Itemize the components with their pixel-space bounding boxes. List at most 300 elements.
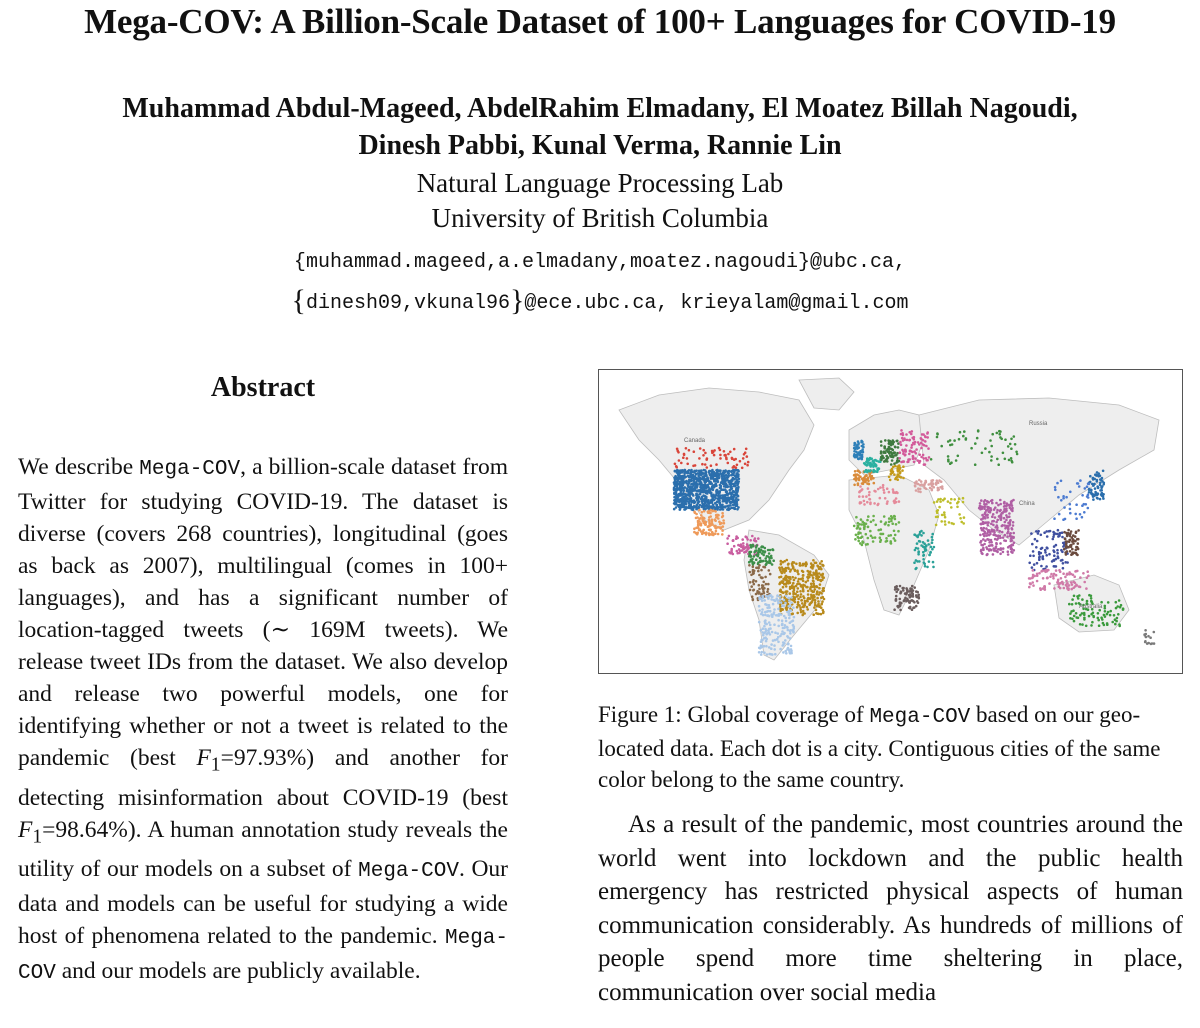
city-dot: [915, 489, 918, 492]
city-dot: [887, 534, 890, 537]
city-dot: [707, 479, 710, 482]
city-dot: [920, 438, 923, 441]
city-dot: [750, 546, 753, 549]
city-dot: [857, 522, 860, 525]
city-dot: [953, 498, 956, 501]
city-dot: [816, 597, 819, 600]
city-dot: [913, 450, 916, 453]
city-dot: [1071, 583, 1074, 586]
city-dot: [1036, 574, 1039, 577]
city-dot: [815, 571, 818, 574]
city-dot: [1086, 570, 1089, 573]
city-dot: [1085, 625, 1088, 628]
city-dot: [773, 623, 776, 626]
city-dot: [1094, 487, 1097, 490]
city-dot: [684, 470, 687, 473]
city-dot: [894, 446, 897, 449]
city-dot: [900, 433, 903, 436]
city-dot: [813, 606, 816, 609]
city-dot: [712, 477, 715, 480]
city-dot: [724, 488, 727, 491]
city-dot: [922, 454, 925, 457]
city-dot: [799, 596, 802, 599]
city-dot: [880, 539, 883, 542]
paper-title: Mega-COV: A Billion-Scale Dataset of 100+ Languages for COVID-19: [84, 2, 1116, 41]
city-dot: [1035, 530, 1038, 533]
email-users-2: dinesh09,vkunal96: [305, 292, 510, 315]
city-dot: [859, 454, 862, 457]
city-dot: [994, 534, 997, 537]
city-dot: [719, 449, 722, 452]
city-dot: [777, 599, 780, 602]
city-dot: [737, 475, 740, 478]
city-dot: [1109, 610, 1112, 613]
city-dot: [699, 493, 702, 496]
city-dot: [857, 443, 860, 446]
city-dot: [877, 529, 880, 532]
city-dot: [815, 612, 818, 615]
city-dot: [716, 470, 719, 473]
city-dot: [995, 542, 998, 545]
city-dot: [1012, 524, 1015, 527]
email-line-1: {muhammad.mageed,a.elmadany,moatez.nagoudi}@ubc.ca,: [293, 251, 907, 274]
city-dot: [708, 487, 711, 490]
city-dot: [1075, 503, 1078, 506]
city-dot: [1041, 556, 1044, 559]
city-dot: [862, 443, 865, 446]
city-dot: [1068, 573, 1071, 576]
city-dot: [917, 547, 920, 550]
city-dot: [779, 595, 782, 598]
city-dot: [694, 501, 697, 504]
city-dot: [1077, 617, 1080, 620]
city-dot: [730, 488, 733, 491]
city-dot: [861, 488, 864, 491]
city-dot: [766, 610, 769, 613]
city-dot: [1074, 540, 1077, 543]
city-dot: [986, 514, 989, 517]
city-dot: [1069, 532, 1072, 535]
city-dot: [810, 590, 813, 593]
city-dot: [1010, 508, 1013, 511]
city-dot: [758, 574, 761, 577]
city-dot: [920, 544, 923, 547]
authors-line-2: Dinesh Pabbi, Kunal Verma, Rannie Lin: [358, 130, 842, 161]
city-dot: [962, 435, 965, 438]
city-dot: [686, 500, 689, 503]
city-dot: [736, 550, 739, 553]
city-dot: [1103, 624, 1106, 627]
city-dot: [735, 535, 738, 538]
city-dot: [760, 598, 763, 601]
city-dot: [915, 605, 918, 608]
city-dot: [775, 614, 778, 617]
city-dot: [866, 482, 869, 485]
city-dot: [992, 513, 995, 516]
city-dot: [764, 603, 767, 606]
city-dot: [956, 506, 959, 509]
city-dot: [856, 469, 859, 472]
city-dot: [891, 455, 894, 458]
city-dot: [727, 471, 730, 474]
city-dot: [741, 538, 744, 541]
city-dot: [787, 567, 790, 570]
city-dot: [1057, 579, 1060, 582]
city-dot: [1003, 539, 1006, 542]
city-dot: [766, 590, 769, 593]
city-dot: [787, 647, 790, 650]
city-dot: [1007, 546, 1010, 549]
city-dot: [709, 515, 712, 518]
city-dot: [674, 476, 677, 479]
city-dot: [932, 566, 935, 569]
city-dot: [917, 487, 920, 490]
city-dot: [721, 516, 724, 519]
city-dot: [912, 606, 915, 609]
city-dot: [752, 599, 755, 602]
city-dot: [758, 621, 761, 624]
city-dot: [721, 533, 724, 536]
city-dot: [751, 595, 754, 598]
city-dot: [805, 586, 808, 589]
city-dot: [785, 585, 788, 588]
city-dot: [922, 554, 925, 557]
city-dot: [715, 482, 718, 485]
city-dot: [902, 465, 905, 468]
city-dot: [755, 540, 758, 543]
city-dot: [758, 584, 761, 587]
city-dot: [721, 512, 724, 515]
city-dot: [777, 625, 780, 628]
city-dot: [910, 446, 913, 449]
city-dot: [711, 452, 714, 455]
city-dot: [724, 494, 727, 497]
city-dot: [1069, 617, 1072, 620]
city-dot: [744, 463, 747, 466]
city-dot: [1118, 599, 1121, 602]
city-dot: [818, 587, 821, 590]
city-dot: [1090, 597, 1093, 600]
city-dot: [935, 516, 938, 519]
city-dot: [1104, 607, 1107, 610]
city-dot: [887, 456, 890, 459]
city-dot: [685, 480, 688, 483]
city-dot: [769, 627, 772, 630]
city-dot: [1097, 487, 1100, 490]
city-dot: [869, 470, 872, 473]
city-dot: [905, 444, 908, 447]
city-dot: [777, 608, 780, 611]
city-dot: [701, 463, 704, 466]
city-dot: [919, 491, 922, 494]
city-dot: [701, 500, 704, 503]
city-dot: [771, 548, 774, 551]
city-dot: [678, 481, 681, 484]
city-dot: [1065, 580, 1068, 583]
city-dot: [889, 542, 892, 545]
city-dot: [673, 493, 676, 496]
city-dot: [922, 532, 925, 535]
city-dot: [1010, 460, 1013, 463]
city-dot: [1052, 559, 1055, 562]
city-dot: [1002, 452, 1005, 455]
city-dot: [693, 450, 696, 453]
city-dot: [704, 480, 707, 483]
city-dot: [764, 576, 767, 579]
city-dot: [772, 603, 775, 606]
city-dot: [760, 639, 763, 642]
city-dot: [990, 539, 993, 542]
city-dot: [987, 506, 990, 509]
city-dot: [783, 632, 786, 635]
city-dot: [763, 587, 766, 590]
abstract-text: We describe: [18, 454, 140, 480]
city-dot: [992, 553, 995, 556]
city-dot: [792, 566, 795, 569]
city-dot: [873, 482, 876, 485]
city-dot: [712, 506, 715, 509]
city-dot: [790, 602, 793, 605]
city-dot: [698, 509, 701, 512]
city-dot: [760, 546, 763, 549]
city-dot: [1060, 549, 1063, 552]
city-dot: [921, 443, 924, 446]
city-dot: [924, 436, 927, 439]
city-dot: [763, 551, 766, 554]
city-dot: [944, 516, 947, 519]
city-dot: [749, 539, 752, 542]
city-dot: [797, 580, 800, 583]
city-dot: [769, 573, 772, 576]
city-dot: [894, 588, 897, 591]
city-dot: [1035, 546, 1038, 549]
city-dot: [682, 456, 685, 459]
city-dot: [1044, 571, 1047, 574]
city-dot: [861, 449, 864, 452]
city-dot: [917, 594, 920, 597]
city-dot: [699, 447, 702, 450]
city-dot: [885, 537, 888, 540]
city-dot: [979, 502, 982, 505]
city-dot: [753, 570, 756, 573]
city-dot: [917, 550, 920, 553]
city-dot: [927, 543, 930, 546]
city-dot: [1077, 542, 1080, 545]
city-dot: [1075, 549, 1078, 552]
city-dot: [1115, 601, 1118, 604]
city-dot: [800, 611, 803, 614]
city-dot: [991, 433, 994, 436]
city-dot: [891, 459, 894, 462]
city-dot: [816, 590, 819, 593]
city-dot: [991, 499, 994, 502]
city-dot: [711, 473, 714, 476]
city-dot: [730, 548, 733, 551]
city-dot: [1037, 530, 1040, 533]
city-dot: [990, 523, 993, 526]
city-dot: [920, 456, 923, 459]
city-dot: [696, 490, 699, 493]
city-dot: [766, 606, 769, 609]
city-dot: [759, 557, 762, 560]
city-dot: [768, 594, 771, 597]
city-dot: [762, 560, 765, 563]
city-dot: [861, 523, 864, 526]
city-dot: [931, 533, 934, 536]
city-dot: [1003, 517, 1006, 520]
city-dot: [676, 504, 679, 507]
city-dot: [760, 576, 763, 579]
city-dot: [722, 498, 725, 501]
city-dot: [1104, 610, 1107, 613]
city-dot: [792, 582, 795, 585]
city-dot: [900, 461, 903, 464]
city-dot: [673, 502, 676, 505]
city-dot: [1031, 581, 1034, 584]
f1-symbol: F: [196, 745, 211, 771]
city-dot: [819, 591, 822, 594]
city-dot: [911, 451, 914, 454]
city-dot: [1043, 585, 1046, 588]
city-dot: [733, 466, 736, 469]
city-dot: [939, 500, 942, 503]
dataset-name: Mega-COV: [139, 458, 241, 481]
city-dot: [1032, 576, 1035, 579]
city-dot: [853, 455, 856, 458]
city-dot: [981, 514, 984, 517]
city-dot: [906, 439, 909, 442]
intro-paragraph: As a result of the pandemic, most countries around the world went into lockdown and the public health emergency has restricted physical aspects of human communication considerably. As hundreds of millions of people spend more time sheltering in place, communication over social media: [598, 811, 1183, 1006]
city-dot: [927, 539, 930, 542]
city-dot: [771, 596, 774, 599]
city-dot: [757, 537, 760, 540]
city-dot: [1079, 576, 1082, 579]
city-dot: [1083, 613, 1086, 616]
city-dot: [1144, 629, 1147, 632]
city-dot: [762, 590, 765, 593]
city-dot: [1083, 618, 1086, 621]
city-dot: [915, 480, 918, 483]
city-dot: [1074, 513, 1077, 516]
city-dot: [879, 497, 882, 500]
city-dot: [790, 648, 793, 651]
city-dot: [714, 510, 717, 513]
city-dot: [776, 595, 779, 598]
city-dot: [784, 591, 787, 594]
city-dot: [818, 568, 821, 571]
city-dot: [890, 463, 893, 466]
city-dot: [1092, 483, 1095, 486]
city-dot: [734, 458, 737, 461]
city-dot: [929, 551, 932, 554]
city-dot: [916, 542, 919, 545]
city-dot: [735, 503, 738, 506]
city-dot: [782, 651, 785, 654]
city-dot: [1005, 504, 1008, 507]
city-dot: [734, 485, 737, 488]
city-dot: [897, 460, 900, 463]
city-dot: [726, 537, 729, 540]
city-dot: [857, 540, 860, 543]
city-dot: [863, 500, 866, 503]
city-dot: [698, 520, 701, 523]
city-dot: [1060, 577, 1063, 580]
city-dot: [906, 592, 909, 595]
city-dot: [752, 573, 755, 576]
city-dot: [1002, 547, 1005, 550]
city-dot: [893, 537, 896, 540]
affiliation-university: University of British Columbia: [431, 203, 769, 233]
city-dot: [728, 480, 731, 483]
city-dot: [1006, 532, 1009, 535]
city-dot: [865, 543, 868, 546]
city-dot: [1097, 492, 1100, 495]
city-dot: [922, 541, 925, 544]
city-dot: [783, 568, 786, 571]
city-dot: [1101, 480, 1104, 483]
author-emails: [0, 244, 1200, 323]
city-dot: [765, 629, 768, 632]
city-dot: [877, 488, 880, 491]
city-dot: [690, 501, 693, 504]
city-dot: [696, 472, 699, 475]
city-dot: [937, 489, 940, 492]
city-dot: [694, 505, 697, 508]
city-dot: [1056, 482, 1059, 485]
city-dot: [940, 445, 943, 448]
city-dot: [1034, 538, 1037, 541]
city-dot: [812, 585, 815, 588]
city-dot: [895, 440, 898, 443]
city-dot: [872, 519, 875, 522]
city-dot: [781, 644, 784, 647]
city-dot: [862, 495, 865, 498]
city-dot: [769, 610, 772, 613]
city-dot: [1040, 552, 1043, 555]
city-dot: [702, 449, 705, 452]
city-dot: [772, 559, 775, 562]
city-dot: [767, 555, 770, 558]
city-dot: [918, 533, 921, 536]
city-dot: [949, 439, 952, 442]
city-dot: [892, 443, 895, 446]
city-dot: [1076, 546, 1079, 549]
caption-text: Figure 1: Global coverage of: [598, 702, 870, 727]
city-dot: [680, 505, 683, 508]
city-dot: [807, 593, 810, 596]
city-dot: [936, 511, 939, 514]
city-dot: [979, 505, 982, 508]
city-dot: [1044, 551, 1047, 554]
city-dot: [928, 554, 931, 557]
city-dot: [683, 493, 686, 496]
city-dot: [1072, 581, 1075, 584]
label-china: China: [1019, 501, 1035, 507]
city-dot: [819, 579, 822, 582]
abstract-heading: Abstract: [210, 372, 316, 403]
city-dot: [1001, 512, 1004, 515]
city-dot: [985, 546, 988, 549]
city-dot: [760, 569, 763, 572]
city-dot: [770, 643, 773, 646]
city-dot: [1055, 544, 1058, 547]
city-dot: [932, 561, 935, 564]
city-dot: [986, 516, 989, 519]
city-dot: [1032, 569, 1035, 572]
city-dot: [772, 639, 775, 642]
city-dot: [768, 604, 771, 607]
city-dot: [715, 494, 718, 497]
